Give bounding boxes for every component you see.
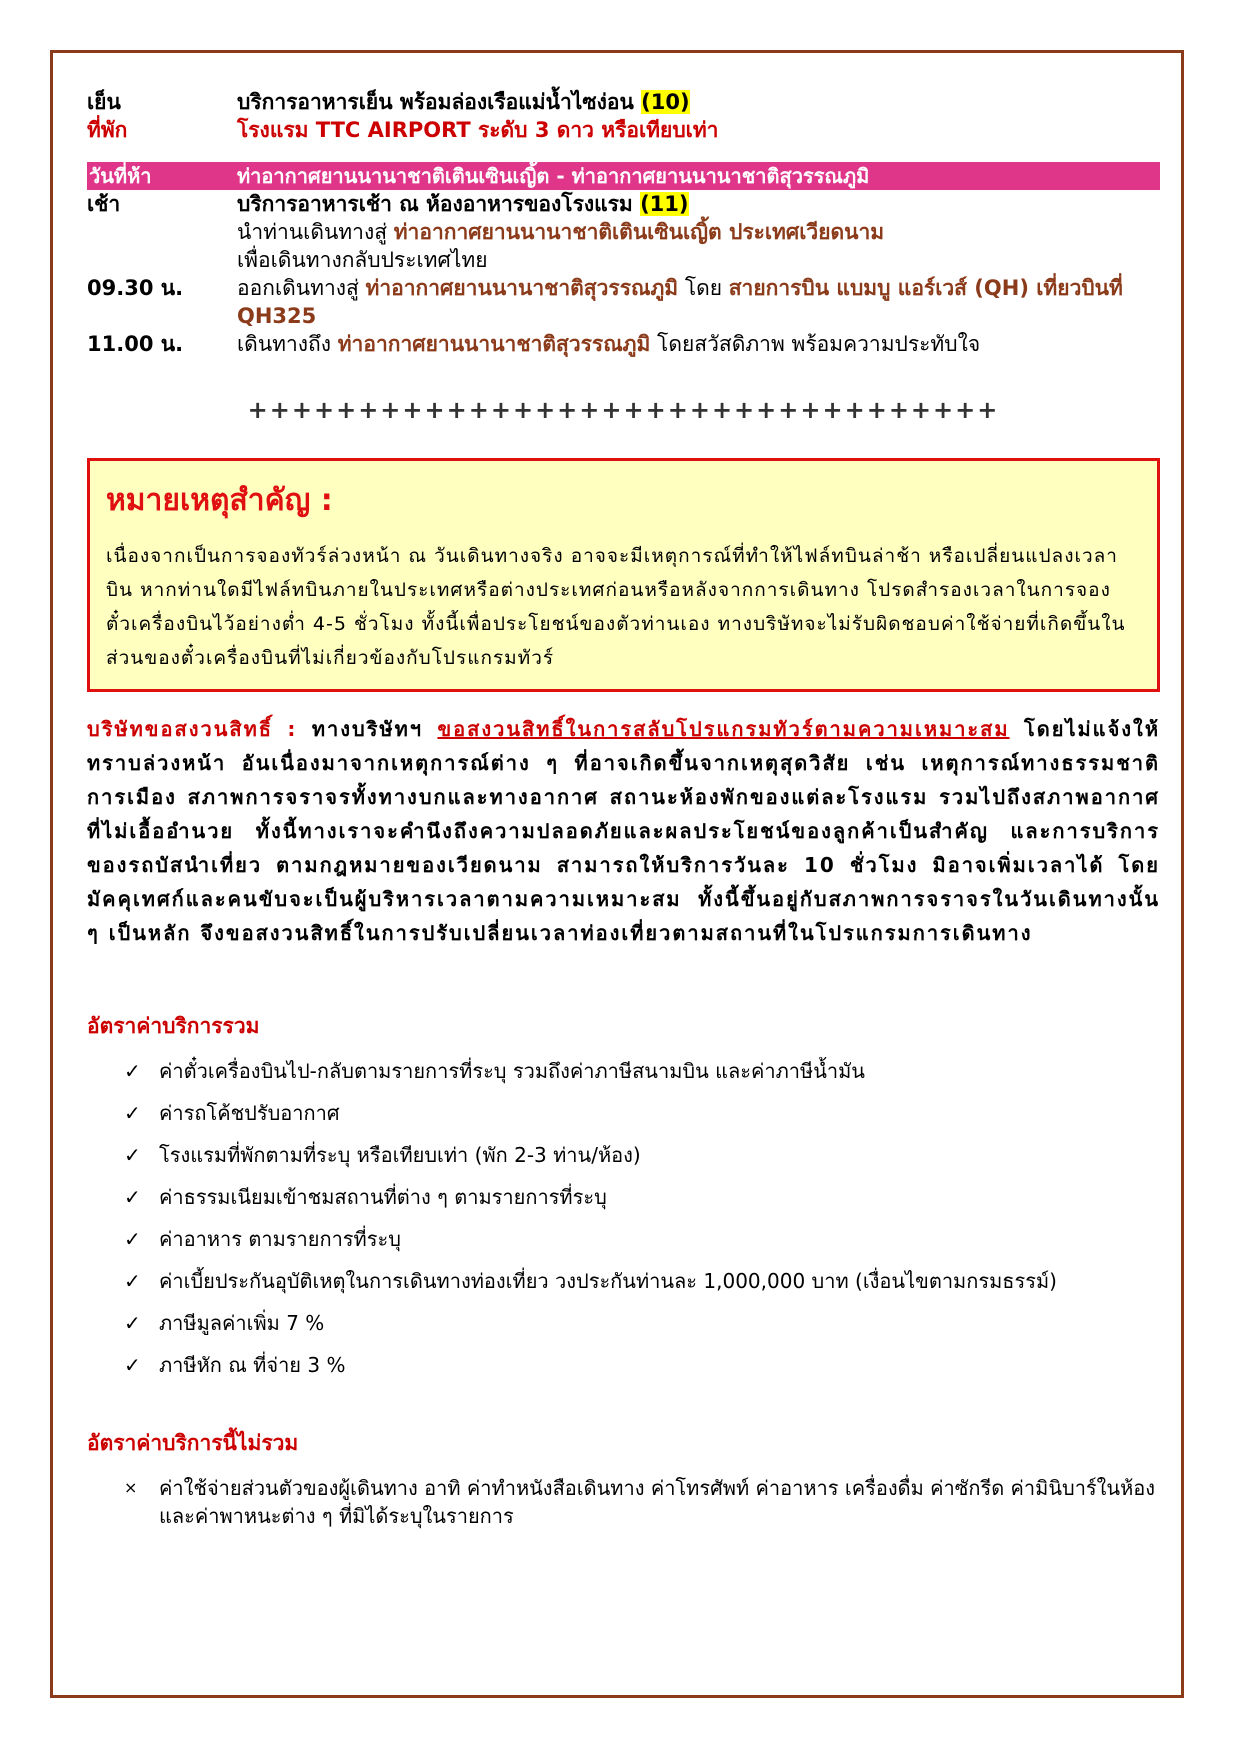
reserve-label: บริษัทขอสงวนสิทธิ์ : [87,717,298,741]
meal-tag: (11) [640,192,689,216]
breakfast-text: บริการอาหารเช้า ณ ห้องอาหารของโรงแรม (11) [237,192,689,216]
check-icon: ✓ [124,1269,141,1293]
breakfast-line3: เพื่อเดินทางกลับประเทศไทย [237,248,488,272]
hotel-row [87,116,1160,144]
hotel-text: โรงแรม TTC AIRPORT ระดับ 3 ดาว หรือเทียบเท่า [237,118,719,142]
reservation-clause: บริษัทขอสงวนสิทธิ์ : ทางบริษัทฯ ขอสงวนสิทธิ์ในการสลับโปรแกรมทัวร์ตามความเหมาะสม โดยไม่แจ้งให้ทราบล่วงหน้า อันเนื่องมาจากเหตุการณ์ต่าง ๆ ที่อาจเกิดขึ้นจากเหตุสุดวิสัย เช่น เหตุการณ์ทางธรรมชาติ การเมือง สภาพการจราจรทั้งทางบกและทางอากาศ สถานะห้องพักของแต่ละโรงแรม รวมไปถึงสภาพอากาศที่ไม่เอื้ออำนวย ทั้งนี้ทางเราจะคำนึงถึงความปลอดภัยและผลประโยชน์ของลูกค้าเป็นสำคัญ และการบริการของรถบัสนำเที่ยว ตามกฎหมายของเวียดนาม สามารถให้บริการวันละ 10 ชั่วโมง มิอาจเพิ่มเวลาได้ โดยมัคคุเทศก์และคนขับจะเป็นผู้บริหารเวลาตามความเหมาะสม ทั้งนี้ขึ้นอยู่กับสภาพการจราจรในวันเดินทางนั้น ๆ เป็นหลัก จึงขอสงวนสิทธิ์ในการปรับเปลี่ยนเวลาท่องเที่ยวตามสถานที่ในโปรแกรมการเดินทาง [87,717,1161,945]
list-item: × ค่าใช้จ่ายส่วนตัวของผู้เดินทาง อาทิ ค่าทำหนังสือเดินทาง ค่าโทรศัพท์ ค่าอาหาร เครื่องดื่ม ค่าซักรีด ค่ามินิบาร์ในห้องและค่าพาหนะต่าง ๆ ที่มิได้ระบุในรายการ [124,1476,1156,1528]
list-item: ✓ โรงแรมที่พักตามที่ระบุ หรือเทียบเท่า (พัก 2-3 ท่าน/ห้อง) [124,1143,641,1167]
excluded-list [87,1474,1160,1530]
breakfast-label: เช้า [87,192,121,216]
arrive-text: เดินทางถึง ท่าอากาศยานนานาชาติสุวรรณภูมิ โดยสวัสดิภาพ พร้อมความประทับใจ [237,332,981,356]
depart-row [87,274,1160,330]
list-item: ✓ ภาษีหัก ณ ที่จ่าย 3 % [124,1353,346,1377]
note-body: เนื่องจากเป็นการจองทัวร์ล่วงหน้า ณ วันเดินทางจริง อาจจะมีเหตุการณ์ที่ทำให้ไฟล์ทบินล่าช้า หรือเปลี่ยนแปลงเวลาบิน หากท่านใดมีไฟล์ทบินภายในประเทศหรือต่างประเทศก่อนหรือหลังจากการเดินทาง โปรดสำรองเวลาในการจองตั๋วเครื่องบินไว้อย่างต่ำ 4-5 ชั่วโมง ทั้งนี้เพื่อประโยชน์ของตัวท่านเอง ทางบริษัทจะไม่รับผิดชอบค่าใช้จ่ายที่เกิดขึ้นในส่วนของตั๋วเครื่องบินที่ไม่เกี่ยวข้องกับโปรแกรมทัวร์ [106,545,1126,669]
excluded-title: อัตราค่าบริการนี้ไม่รวม [87,1431,299,1455]
check-icon: ✓ [124,1143,141,1167]
dinner-text: บริการอาหารเย็น พร้อมล่องเรือแม่น้ำไซง่อน (10) [237,90,690,114]
meal-tag: (10) [641,90,690,114]
breakfast-row [87,190,1160,274]
check-icon: ✓ [124,1101,141,1125]
reserve-underlined: ขอสงวนสิทธิ์ในการสลับโปรแกรมทัวร์ตามความเหมาะสม [437,717,1010,741]
list-item: ✓ ค่าเบี้ยประกันอุบัติเหตุในการเดินทางท่องเที่ยว วงประกันท่านละ 1,000,000 บาท (เงื่อนไขตามกรมธรรม์) [124,1269,1057,1293]
depart-time: 09.30 น. [87,276,184,300]
important-note-box [87,458,1160,692]
list-item: ✓ ค่ารถโค้ชปรับอากาศ [124,1101,340,1125]
day-header [87,162,1160,190]
list-item: ✓ ค่าตั๋วเครื่องบินไป-กลับตามรายการที่ระบุ รวมถึงค่าภาษีสนามบิน และค่าภาษีน้ำมัน [124,1059,865,1083]
depart-text: ออกเดินทางสู่ ท่าอากาศยานนานาชาติสุวรรณภูมิ โดย สายการบิน แบมบู แอร์เวส์ (QH) เที่ยวบินที่ QH325 [237,276,1123,328]
list-item: ✓ ภาษีมูลค่าเพิ่ม 7 % [124,1311,325,1335]
day-label: วันที่ห้า [89,164,152,188]
included-title: อัตราค่าบริการรวม [87,1014,260,1038]
day-title: ท่าอากาศยานนานาชาติเตินเซินเญิ้ต - ท่าอากาศยานนานาชาติสุวรรณภูมิ [237,164,870,188]
dinner-label: เย็น [87,90,121,114]
separator: ++++++++++++++++++++++++++++++++++ [247,396,1000,424]
arrive-row [87,330,1160,358]
check-icon: ✓ [124,1059,141,1083]
check-icon: ✓ [124,1353,141,1377]
list-item: ✓ ค่าอาหาร ตามรายการที่ระบุ [124,1227,401,1251]
cross-icon: × [124,1478,138,1497]
hotel-label: ที่พัก [87,118,128,142]
arrive-time: 11.00 น. [87,332,184,356]
note-title: หมายเหตุสำคัญ : [106,483,333,518]
list-item: ✓ ค่าธรรมเนียมเข้าชมสถานที่ต่าง ๆ ตามรายการที่ระบุ [124,1185,607,1209]
check-icon: ✓ [124,1311,141,1335]
breakfast-line2: นำท่านเดินทางสู่ ท่าอากาศยานนานาชาติเตินเซินเญิ้ต ประเทศเวียดนาม [237,220,885,244]
included-list [87,1057,1160,1379]
check-icon: ✓ [124,1185,141,1209]
dinner-row [87,88,1160,116]
check-icon: ✓ [124,1227,141,1251]
document-content [87,88,1160,1544]
